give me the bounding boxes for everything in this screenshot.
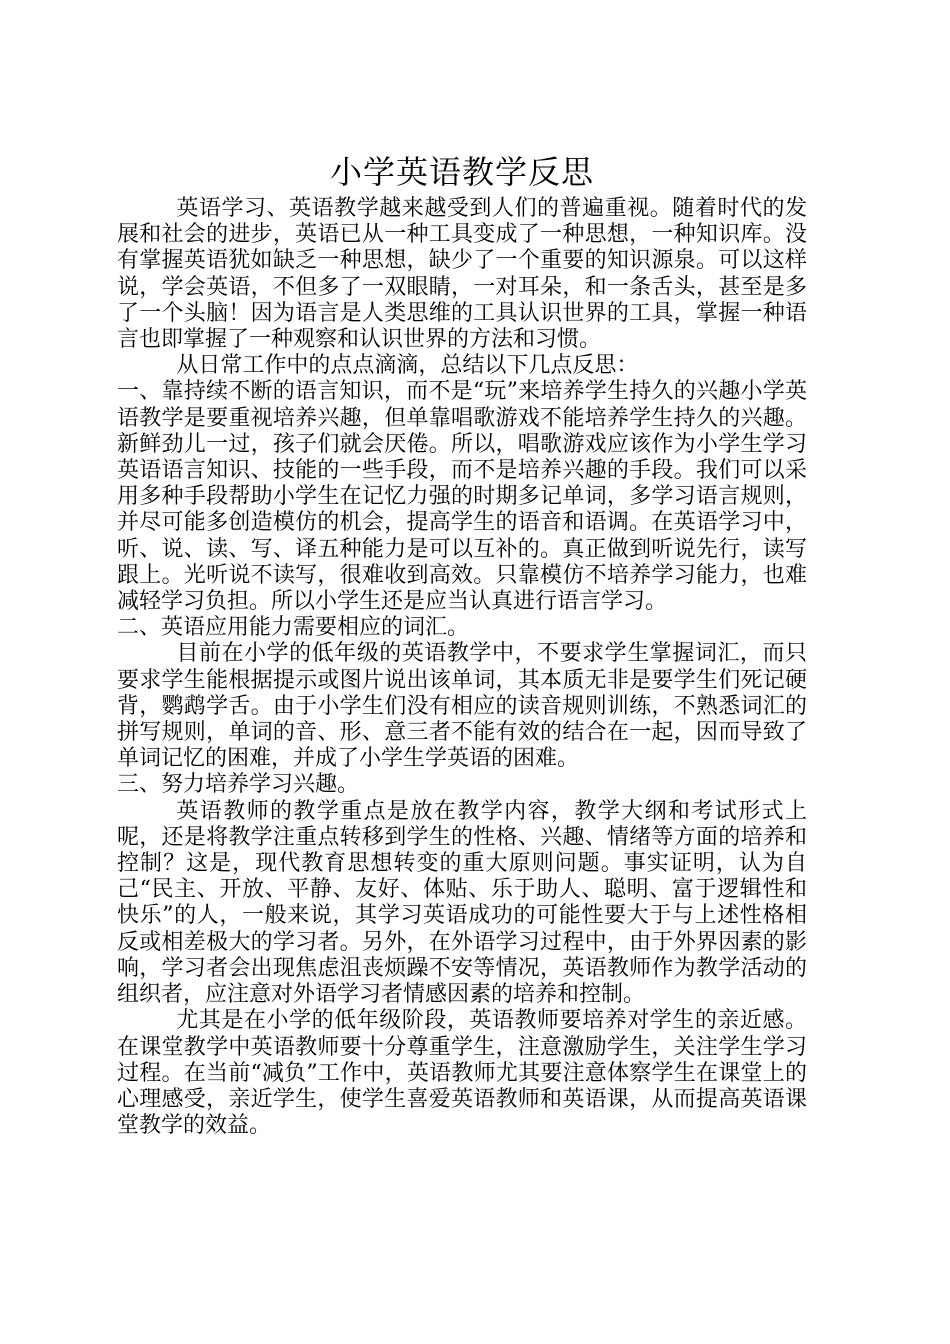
document-body	[117, 196, 807, 1139]
paragraph-closeness: 尤其是在小学的低年级阶段，英语教师要培养对学生的亲近感。在课堂教学中英语教师要十分尊重学生，注意激励学生，关注学生学习过程。在当前“减负”工作中，英语教师尤其要注意体察学生在课堂上的心理感受，亲近学生，使学生喜爱英语教师和英语课，从而提高英语课堂教学的效益。	[117, 1008, 807, 1139]
paragraph-interest: 英语教师的教学重点是放在教学内容，教学大纲和考试形式上呢，还是将教学注重点转移到学生的性格、兴趣、情绪等方面的培养和控制？这是，现代教育思想转变的重大原则问题。事实证明，认为自己“民主、开放、平静、友好、体贴、乐于助人、聪明、富于逻辑性和快乐”的人，一般来说，其学习英语成功的可能性要大于与上述性格相反或相差极大的学习者。另外，在外语学习过程中，由于外界因素的影响，学习者会出现焦虑沮丧烦躁不安等情况，英语教师作为教学活动的组织者，应注意对外语学习者情感因素的培养和控制。	[117, 798, 807, 1008]
paragraph-point-one: 一、靠持续不断的语言知识，而不是“玩”来培养学生持久的兴趣小学英语教学是要重视培养兴趣，但单靠唱歌游戏不能培养学生持久的兴趣。新鲜劲儿一过，孩子们就会厌倦。所以，唱歌游戏应该作为小学生学习英语语言知识、技能的一些手段，而不是培养兴趣的手段。我们可以采用多种手段帮助小学生在记忆力强的时期多记单词，多学习语言规则，并尽可能多创造模仿的机会，提高学生的语音和语调。在英语学习中，听、说、读、写、译五种能力是可以互补的。真正做到听说先行，读写跟上。光听说不读写，很难收到高效。只靠模仿不培养学习能力，也难减轻学习负担。所以小学生还是应当认真进行语言学习。	[117, 379, 807, 615]
document-page	[117, 148, 807, 1139]
paragraph-intro: 英语学习、英语教学越来越受到人们的普遍重视。随着时代的发展和社会的进步，英语已从一种工具变成了一种思想，一种知识库。没有掌握英语犹如缺乏一种思想，缺少了一个重要的知识源泉。可以这样说，学会英语，不但多了一双眼睛，一对耳朵，和一条舌头，甚至是多了一个头脑！因为语言是人类思维的工具认识世界的工具，掌握一种语言也即掌握了一种观察和认识世界的方法和习惯。	[117, 196, 807, 353]
heading-point-two: 二、英语应用能力需要相应的词汇。	[117, 615, 470, 641]
heading-point-three: 三、努力培养学习兴趣。	[117, 772, 360, 798]
paragraph-summary-lead: 从日常工作中的点点滴滴，总结以下几点反思：	[176, 353, 639, 379]
paragraph-vocabulary: 目前在小学的低年级的英语教学中，不要求学生掌握词汇，而只要求学生能根据提示或图片说出该单词，其本质无非是要学生们死记硬背，鹦鹉学舌。由于小学生们没有相应的读音规则训练，不熟悉词汇的拼写规则，单词的音、形、意三者不能有效的结合在一起，因而导致了单词记忆的困难，并成了小学生学英语的困难。	[117, 641, 807, 772]
document-title: 小学英语教学反思	[329, 153, 594, 191]
